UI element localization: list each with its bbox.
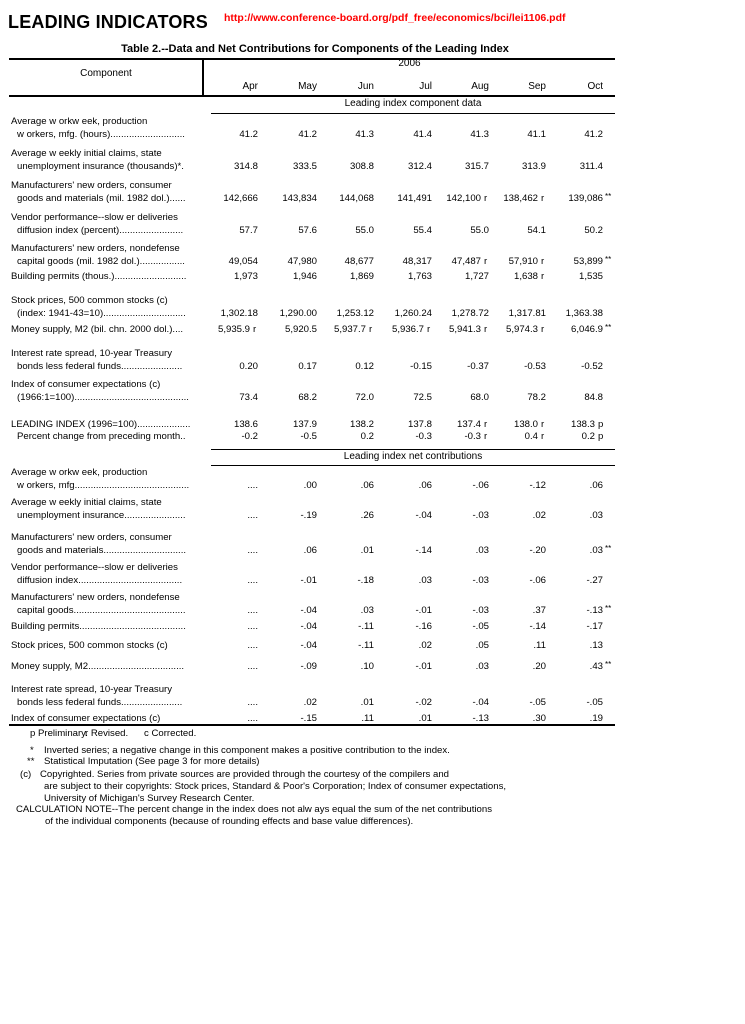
cell-value-jun: 72.0 <box>355 391 374 403</box>
cell-value-may: -.19 <box>300 509 317 521</box>
source-url-link[interactable]: http://www.conference-board.org/pdf_free/economics/bci/lei1106.pdf <box>224 12 566 24</box>
cell-value-aug: -.13 <box>472 713 489 724</box>
cell-value-sep: 41.1 <box>527 128 546 140</box>
cell-value-may: 333.5 <box>292 160 317 172</box>
row-label: Index of consumer expectations (c) <box>11 713 161 724</box>
cell-value-may: -.09 <box>300 661 317 672</box>
data-section-rule <box>211 113 615 114</box>
row-label: Interest rate spread, 10-year Treasury <box>11 348 173 359</box>
cell-value-oct: 311.4 <box>579 160 603 172</box>
cell-value-oct: -0.52 <box>581 360 603 372</box>
cell-value-sep: -.20 <box>529 544 546 556</box>
month-header-jun: Jun <box>357 81 374 92</box>
row-label: Money supply, M2.................................... <box>11 661 185 672</box>
cell-value-oct: 138.3 <box>570 419 595 430</box>
row-label: Building permits (thous.)........................... <box>11 271 187 282</box>
row-label: goods and materials (mil. 1982 dol.)...... <box>17 192 186 204</box>
row-label: Manufacturers' new orders, consumer <box>11 180 172 191</box>
cell-value-jun: 138.2 <box>349 419 374 430</box>
row-label: unemployment insurance (thousands)*. <box>17 160 184 172</box>
cell-value-jul: .02 <box>418 640 432 651</box>
footnote-text: Statistical Imputation (See page 3 for more details) <box>44 756 260 767</box>
cell-value-oct: .06 <box>589 479 603 491</box>
cell-value-apr: .... <box>247 640 258 651</box>
cell-flag: r <box>484 324 488 335</box>
cell-value-jun: 55.0 <box>355 224 374 236</box>
month-header-jul: Jul <box>419 81 432 92</box>
component-header: Component <box>80 68 132 79</box>
cell-value-sep: 54.1 <box>527 224 546 236</box>
row-label: Stock prices, 500 common stocks (c) <box>11 640 168 651</box>
row-label: Average w eekly initial claims, state <box>11 497 162 508</box>
cell-value-aug: -0.3 <box>464 431 481 442</box>
cell-value-sep: 313.9 <box>521 160 546 172</box>
cell-value-apr: 5,935.9 <box>217 324 250 335</box>
table-title: Table 2.--Data and Net Contributions for Components of the Leading Index <box>121 43 509 55</box>
footnote-marker: ** <box>27 756 35 767</box>
cell-value-apr: .... <box>247 509 258 521</box>
row-label: Index of consumer expectations (c) <box>11 379 161 390</box>
cell-value-sep: -0.53 <box>524 360 546 372</box>
cell-value-aug: 55.0 <box>470 224 489 236</box>
cell-value-jul: -.02 <box>415 696 432 708</box>
cell-value-jun: 308.8 <box>349 160 374 172</box>
cell-flag: r <box>484 431 488 442</box>
row-label: bonds less federal funds....................... <box>17 696 183 708</box>
cell-value-may: 0.17 <box>298 360 317 372</box>
cell-value-aug: 41.3 <box>470 128 489 140</box>
row-label: Manufacturers' new orders, nondefense <box>11 243 180 254</box>
cell-value-oct: 1,535 <box>578 271 603 282</box>
cell-value-may: 41.2 <box>298 128 317 140</box>
cell-value-may: -.04 <box>300 640 317 651</box>
cell-value-jul: -.14 <box>415 544 432 556</box>
row-label: Interest rate spread, 10-year Treasury <box>11 684 173 695</box>
row-label: goods and materials............................... <box>17 544 187 556</box>
cell-value-jun: 1,869 <box>349 271 374 282</box>
cell-value-sep: 57,910 <box>508 255 538 267</box>
footnote-text: CALCULATION NOTE--The percent change in the index does not alw ays equal the sum of the net contributions <box>16 804 493 815</box>
cell-value-may: 143,834 <box>282 192 317 204</box>
cell-value-apr: .... <box>247 544 258 556</box>
cell-flag: ** <box>605 323 612 332</box>
cell-value-jun: .26 <box>360 509 374 521</box>
cell-value-jun: -.11 <box>358 640 374 651</box>
cell-flag: r <box>369 324 373 335</box>
month-header-oct: Oct <box>587 81 603 92</box>
page-title: LEADING INDICATORS <box>8 12 208 32</box>
cell-flag: ** <box>605 660 612 669</box>
cell-flag: r <box>541 419 545 430</box>
cell-value-jun: -.11 <box>358 621 374 632</box>
cell-value-jul: 55.4 <box>413 224 432 236</box>
cell-value-apr: .... <box>247 696 258 708</box>
cell-value-apr: .... <box>247 604 258 616</box>
cell-flag: ** <box>605 254 612 264</box>
cell-value-jul: .03 <box>418 574 432 586</box>
cell-flag: ** <box>605 603 612 613</box>
cell-value-aug: .03 <box>475 661 489 672</box>
cell-value-jul: .01 <box>418 713 432 724</box>
cell-value-oct: -.05 <box>586 696 603 708</box>
cell-value-aug: 47,487 <box>451 255 481 267</box>
cell-value-jun: -.18 <box>357 574 374 586</box>
cell-value-aug: 1,727 <box>464 271 489 282</box>
cell-flag: r <box>541 255 545 267</box>
cell-value-jun: 48,677 <box>344 255 374 267</box>
cell-value-may: 5,920.5 <box>284 324 317 335</box>
row-label: diffusion index (percent)........................ <box>17 224 184 236</box>
footnote-marker: * <box>30 745 34 756</box>
cell-flag: ** <box>605 543 612 553</box>
cell-value-may: .00 <box>303 479 317 491</box>
cell-value-jun: 144,068 <box>339 192 374 204</box>
cell-value-oct: 50.2 <box>584 224 603 236</box>
cell-value-oct: 0.2 <box>581 431 595 442</box>
cell-value-may: .06 <box>303 544 317 556</box>
footnote-text: of the individual components (because of rounding effects and base value differences). <box>45 816 414 827</box>
cell-value-jun: .06 <box>360 479 374 491</box>
row-label: Percent change from preceding month.. <box>17 431 186 442</box>
cell-value-apr: .... <box>247 479 258 491</box>
cell-value-jun: 5,937.7 <box>333 324 366 335</box>
cell-value-sep: -.06 <box>529 574 546 586</box>
row-label: Average w orkw eek, production <box>11 116 148 127</box>
cell-value-jul: 137.8 <box>407 419 432 430</box>
cell-value-jul: 72.5 <box>413 391 432 403</box>
legend-item: p Preliminary. <box>30 728 88 739</box>
cell-value-jul: 1,763 <box>407 271 432 282</box>
cell-value-aug: -.05 <box>472 621 489 632</box>
cell-flag: r <box>427 324 431 335</box>
cell-value-apr: 41.2 <box>239 128 258 140</box>
cell-value-aug: -.03 <box>472 509 489 521</box>
cell-flag: r <box>484 255 488 267</box>
cell-value-jun: .01 <box>360 544 374 556</box>
cell-value-sep: 0.4 <box>524 431 538 442</box>
cell-flag: r <box>541 324 545 335</box>
footnote-text: are subject to their copyrights: Stock prices, Standard & Poor's Corporation; Index of consumer expectations, <box>44 781 507 792</box>
cell-value-apr: 57.7 <box>239 224 258 236</box>
cell-value-may: -0.5 <box>300 431 317 442</box>
cell-value-jul: 312.4 <box>407 160 432 172</box>
row-label: capital goods (mil. 1982 dol.)................. <box>17 255 185 267</box>
cell-value-jul: 141,491 <box>397 192 432 204</box>
cell-value-jul: -.01 <box>415 661 432 672</box>
cell-flag: r <box>253 324 257 335</box>
section-net-contributions: Leading index net contributions <box>343 451 483 462</box>
cell-value-sep: .20 <box>532 661 546 672</box>
cell-value-apr: 314.8 <box>233 160 258 172</box>
cell-value-apr: 142,666 <box>223 192 258 204</box>
footnote-text: University of Michigan's Survey Research Center. <box>44 793 255 804</box>
cell-flag: r <box>541 192 545 204</box>
row-label: diffusion index....................................... <box>17 574 183 586</box>
cell-flag: r <box>541 431 545 442</box>
cell-value-may: 1,290.00 <box>279 307 317 319</box>
cell-value-oct: .43 <box>589 661 603 672</box>
row-label: Average w eekly initial claims, state <box>11 148 162 159</box>
row-label: Stock prices, 500 common stocks (c) <box>11 295 168 306</box>
cell-value-jun: .10 <box>360 661 374 672</box>
footnote-text: Copyrighted. Series from private sources are provided through the courtesy of the compilers and <box>40 769 450 780</box>
row-label: Manufacturers' new orders, nondefense <box>11 592 180 603</box>
cell-value-oct: .03 <box>589 509 603 521</box>
cell-value-apr: 49,054 <box>228 255 258 267</box>
row-label: Average w orkw eek, production <box>11 467 148 478</box>
row-label: capital goods.......................................... <box>17 604 186 616</box>
cell-value-aug: .03 <box>475 544 489 556</box>
contrib-section-top-rule <box>211 449 615 450</box>
cell-value-may: -.04 <box>300 621 317 632</box>
cell-value-jun: .03 <box>360 604 374 616</box>
footnote-marker: (c) <box>20 769 32 780</box>
cell-value-apr: -0.2 <box>241 431 258 442</box>
cell-flag: r <box>541 271 545 282</box>
cell-value-jun: 41.3 <box>355 128 374 140</box>
cell-value-sep: -.05 <box>529 696 546 708</box>
cell-value-sep: 1,638 <box>513 271 538 282</box>
cell-value-sep: 138,462 <box>503 192 538 204</box>
cell-value-jun: 0.2 <box>360 431 374 442</box>
cell-value-oct: -.13 <box>586 604 603 616</box>
cell-value-may: 47,980 <box>287 255 317 267</box>
cell-value-may: 137.9 <box>292 419 317 430</box>
row-label: bonds less federal funds....................... <box>17 360 183 372</box>
cell-value-sep: .11 <box>533 640 546 651</box>
cell-value-aug: .05 <box>475 640 489 651</box>
row-label: unemployment insurance....................... <box>17 509 186 521</box>
cell-value-jun: .11 <box>361 713 374 724</box>
cell-value-aug: -.06 <box>472 479 489 491</box>
cell-value-jul: -.01 <box>415 604 432 616</box>
cell-value-apr: .... <box>247 621 258 632</box>
cell-value-aug: -.04 <box>472 696 489 708</box>
cell-value-sep: .02 <box>532 509 546 521</box>
cell-value-sep: 5,974.3 <box>505 324 538 335</box>
footnote-text: Inverted series; a negative change in this component makes a positive contribution to the index. <box>44 745 450 756</box>
row-label: (index: 1941-43=10)............................... <box>17 307 186 319</box>
cell-value-may: 1,946 <box>292 271 317 282</box>
cell-value-jul: -.16 <box>415 621 432 632</box>
cell-value-jul: 1,260.24 <box>394 307 432 319</box>
cell-value-may: .02 <box>303 696 317 708</box>
cell-value-oct: .13 <box>589 640 603 651</box>
year-header: 2006 <box>398 58 421 69</box>
cell-value-oct: 84.8 <box>584 391 603 403</box>
cell-flag: p <box>598 419 604 430</box>
cell-flag: r <box>484 192 488 204</box>
cell-value-aug: 315.7 <box>464 160 489 172</box>
month-header-aug: Aug <box>471 81 489 92</box>
cell-value-jul: -.04 <box>415 509 432 521</box>
cell-value-sep: .37 <box>532 604 546 616</box>
cell-value-aug: 5,941.3 <box>448 324 481 335</box>
cell-value-sep: 138.0 <box>513 419 538 430</box>
row-label: (1966:1=100)........................................... <box>17 391 189 403</box>
cell-value-oct: 1,363.38 <box>565 307 603 319</box>
row-label: Money supply, M2 (bil. chn. 2000 dol.).... <box>11 324 184 335</box>
legend-item: r Revised. <box>85 728 129 739</box>
month-header-may: May <box>298 81 317 92</box>
cell-value-aug: -.03 <box>472 604 489 616</box>
cell-value-oct: -.27 <box>586 574 603 586</box>
cell-value-sep: .30 <box>532 713 546 724</box>
cell-value-apr: 1,973 <box>233 271 258 282</box>
row-label: Building permits........................................ <box>11 621 186 632</box>
cell-value-apr: 138.6 <box>233 419 258 430</box>
cell-value-aug: -.03 <box>472 574 489 586</box>
cell-value-oct: 6,046.9 <box>570 324 603 335</box>
cell-value-apr: .... <box>247 574 258 586</box>
cell-value-apr: .... <box>247 661 258 672</box>
cell-value-aug: 142,100 <box>446 192 481 204</box>
cell-value-oct: 139,086 <box>568 192 603 204</box>
cell-value-jul: -0.15 <box>410 360 432 372</box>
cell-flag: r <box>484 419 488 430</box>
cell-value-jul: 41.4 <box>413 128 432 140</box>
cell-value-oct: .19 <box>589 713 603 724</box>
cell-value-sep: 1,317.81 <box>508 307 546 319</box>
row-label: w orkers, mfg........................................... <box>17 479 190 491</box>
cell-value-jun: 0.12 <box>355 360 374 372</box>
cell-value-oct: 41.2 <box>584 128 603 140</box>
month-header-apr: Apr <box>242 81 258 92</box>
cell-value-may: -.01 <box>300 574 317 586</box>
section-component-data: Leading index component data <box>344 98 482 109</box>
cell-value-aug: 1,278.72 <box>451 307 489 319</box>
cell-value-aug: 137.4 <box>456 419 481 430</box>
cell-value-aug: 68.0 <box>470 391 489 403</box>
cell-value-apr: 0.20 <box>239 360 258 372</box>
cell-value-apr: 1,302.18 <box>220 307 258 319</box>
cell-flag: ** <box>605 191 612 201</box>
cell-value-oct: -.17 <box>586 621 603 632</box>
header-bottom-rule <box>9 95 615 97</box>
cell-value-jul: .06 <box>418 479 432 491</box>
cell-value-oct: .03 <box>589 544 603 556</box>
month-header-sep: Sep <box>528 81 546 92</box>
cell-value-sep: 78.2 <box>527 391 546 403</box>
row-label: Vendor performance--slow er deliveries <box>11 212 178 223</box>
row-label: w orkers, mfg. (hours)............................ <box>17 128 185 140</box>
cell-value-jun: .01 <box>360 696 374 708</box>
cell-value-sep: -.14 <box>529 621 546 632</box>
cell-value-jun: 1,253.12 <box>336 307 374 319</box>
cell-flag: p <box>598 431 604 442</box>
cell-value-may: 57.6 <box>298 224 317 236</box>
cell-value-may: -.15 <box>300 713 317 724</box>
row-label: Vendor performance--slow er deliveries <box>11 562 178 573</box>
row-label: LEADING INDEX (1996=100).................... <box>11 419 191 430</box>
contrib-section-bottom-rule <box>211 465 615 466</box>
cell-value-jul: -0.3 <box>415 431 432 442</box>
cell-value-aug: -0.37 <box>467 360 489 372</box>
cell-value-jul: 5,936.7 <box>391 324 424 335</box>
cell-value-sep: -.12 <box>529 479 546 491</box>
cell-value-jul: 48,317 <box>402 255 432 267</box>
row-label: Manufacturers' new orders, consumer <box>11 532 172 543</box>
legend-item: c Corrected. <box>144 728 197 739</box>
cell-value-may: -.04 <box>300 604 317 616</box>
cell-value-apr: 73.4 <box>239 391 258 403</box>
cell-value-apr: .... <box>247 713 258 724</box>
cell-value-oct: 53,899 <box>573 255 603 267</box>
cell-value-may: 68.2 <box>298 391 317 403</box>
